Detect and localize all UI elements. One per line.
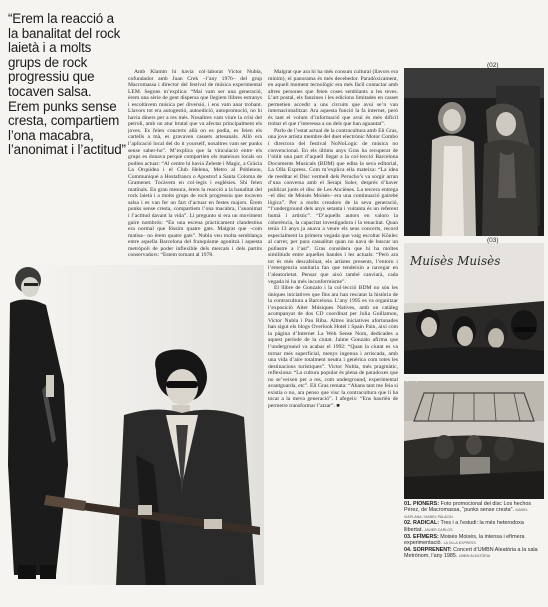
photo-01 [6, 265, 264, 585]
photo-04 [404, 381, 544, 499]
caption-text: Foto promocional del disc Los hechos Pérez, de Macromassa, “punks sense cresta”. [404, 501, 532, 514]
caption-credit: LA OLLA EXPRESS [443, 540, 476, 545]
photo-number-03: (03) [487, 237, 499, 244]
paragraph: El llibre de Gonzalo i la col·lecció BDM no són les úniques iniciatives que fins ara han rescatat la història de la contracultura a Barcelona. L’any 1995 es va organitzar l’exposició Alter Músiques Natives, amb un catàleg acompanyat de dos CD coordinat per Julia Guillamon, Victor Nubla i Pau Riba. Altres iniciatives afortunades han sigut els blogs Overlook Hotel i Spain Pain, així com la pàgina d’Internet La Web Sense Nom, dedicades a aquest període de la ciutat. Jaime Gonzalo afirma que l’underground va acabar el 1992: “Quan la ciutat es va tornar més superficial, menys ingenua i arriscada, amb una vida d’aire totalment neutra i genèrica com totes les destinacions turístiques”. Victor Nubla, més pragmàtic, reflexiona: “La cultura popular és plena de paradoxes que no se’veixen per a res, com underground, experimental avantguarda, etc”. Eli Gras remata: “Abans tant me feia si existia o no, ara penso que visc la contracultura que li ha tocat a la meva generació”. I afegeix: “Ens haurièn de permetre transformar l’atzar”. ■ [268, 285, 398, 409]
caption-credit: JAVIER CARLOS [424, 527, 453, 532]
photo-captions [404, 501, 544, 560]
caption-text: Concert d’UMBN Aleatòria a la sala Metrònom, l’any 1985. [404, 546, 538, 560]
paragraph: Malgrat que ara hi ha més consum cultural (llavors era mínim), el panorama és més decebedor. Paradòxicament, en aquell moment tecnològic era més fàcil contactar amb altres persones que feien coses semblants a les teves. L’art postal, els fanzines i les edicions limitades en casset permetien accedir a uns circuits que avui se’n van internacionalitzar. Ara aquesta funció la fa internet, però és tant el volum d’informació que avui és més difícil trobar el que t’interessa a un dels que han aguantat”. [268, 69, 398, 128]
caption-label: 02. RADICAL: [404, 520, 440, 527]
caption-label: 03. EFÍMERS: [404, 533, 439, 540]
caption-credit: UMBN ALEATÒRIA [458, 554, 491, 559]
photo-number-04: (04) [406, 376, 418, 383]
caption-03 [404, 534, 544, 547]
photo-02 [404, 68, 544, 236]
paragraph: Amb Klamm hi havia col·laborat Victor Nubla, cofundador amb Juan Crek –l’any 1976– del grup Macromassa i director del festival de música experimental LEM. Segons m’explica: “Mai vam ser una generació, èrem una sèrie de gent dispersa que llegiem llibres estranys i escoltàvem música per diversió, i ens vam anar trobant. Llavors tot era autogestió, autoedició, autopromoció, no hi havia diners per a res més. Nosaltres vam viure la crisi del petroli, amb un atur brutal que va afectar principalment els joves. Es feien concerts allà on es podia, es feien els cartells a mà, es gravaven cassets artesanals. Allò era l’aplicació local del do it yourself, nosaltres vam ser punks sense saber-ho”. M’explica que la vinculació entre els grups es donava perquè compartien els mateixos locals on podien actuar: “Al centre hi havia Zeleste i Magic, a Gràcia La Orquidea i el Club Helena, Metro al Poblenou, Communiqué a Hostafrancs o Apostrof a Santa Coloma de Gramenet. Tocàvem en col·legis i esglésies. Shi feien matínals. En gran mesura, èrem la reacció a la banalitat del rock laietà i a molts grups de rock progressiu que tocaven salsa i es van fer un fart d’actuar en festes majors. Èrem punks sense cresta, compartiem l’ona macabra, l’anonimat i l’actitud davant la vida”. Li pregunto si era un moviment gaire nombrós: “En una escena pràcticament clandestina era normal que fóssim quatre gats. Malgrat que –com matisa– no èrem quatre gats”. Nubla veu molta semblança entre aquella Barcelona del franquisme agonitzà i aquesta metròpoli de poder inflexible dels mercats i dels partits conservadors: “Estem tornant al 1978. [128, 69, 262, 259]
caption-label: 04. SORPRENENT: [404, 546, 452, 553]
photo-03 [404, 243, 544, 374]
article-column-2 [268, 69, 398, 589]
caption-01 [404, 501, 544, 520]
caption-text: Moisès Moisès, la intensa i efímera experimentació. [404, 533, 525, 546]
band-sign-text: Muisès Muisès [410, 254, 501, 268]
caption-text: Tres i a l’estudi: la més heterodoxa llibertat. [404, 520, 524, 533]
paragraph: Parlo de l’estat actual de la contracultura amb Eli Gras, una jove artista membre del duet electrònic Motor Combo i directora del festival NoNoLogic de música no convencional. En els últims anys Gras ha recuperat de l’oblit una part d’aquell llegat a la col·lecció Barcelona Documents Musicals (BDM) que edita la seva editorial, La Olla Express. Com m’explica ella mateixa: “La idea de reeditar el Disc vermell dels Perucho’s va sorgir arran d’una conversa amb el Serapi Soler, després d’haver publicat junts el disc de Les Anciènes. La tercera entrega –el disc de Moisès Moisès– era una continuació gairebé lògica”. Per a molts creadors de la seva generació, “l’underground dels anys setanta i vuitanta és un referent humà i artistic”. “D’aquells autors en valoro la coherència, la capacitat investigadora i la tenacitat. Quan tenia 13 anys ja anava a veure els seus concerts, record especialment la primera vegada que vaig escoltar Könlec al carrer, per pura casualitat quan no nava de buscar un pollastre a l’ast”. Gras considera que hi ha moltes similituds entre aquelles bandes i les actuals: “Però ara tot és més descafeïnat, els artistes presents, l’entorn i l’emergencia sanitaria fan que tendeixin a navegar en l’aleatorietat. Pensar que això també canviarà, cada vegada hi ha més inconformisme”. [268, 127, 398, 285]
photo-number-02: (02) [487, 62, 499, 69]
caption-02 [404, 520, 544, 533]
pull-quote: “Erem la reacció a la banalitat del rock laietà i a molts grups de rock progressiu que tocaven salsa. Erem punks sense cresta, compartiem l’ona macabra, l’anonimat i l’actitud” [8, 11, 126, 158]
caption-label: 01. PIONERS: [404, 501, 440, 507]
caption-04 [404, 547, 544, 560]
caption-credit: MANEL VIAPLANA / MANEL PALACIN [404, 508, 528, 519]
photo-number-01: (01) [228, 577, 240, 584]
